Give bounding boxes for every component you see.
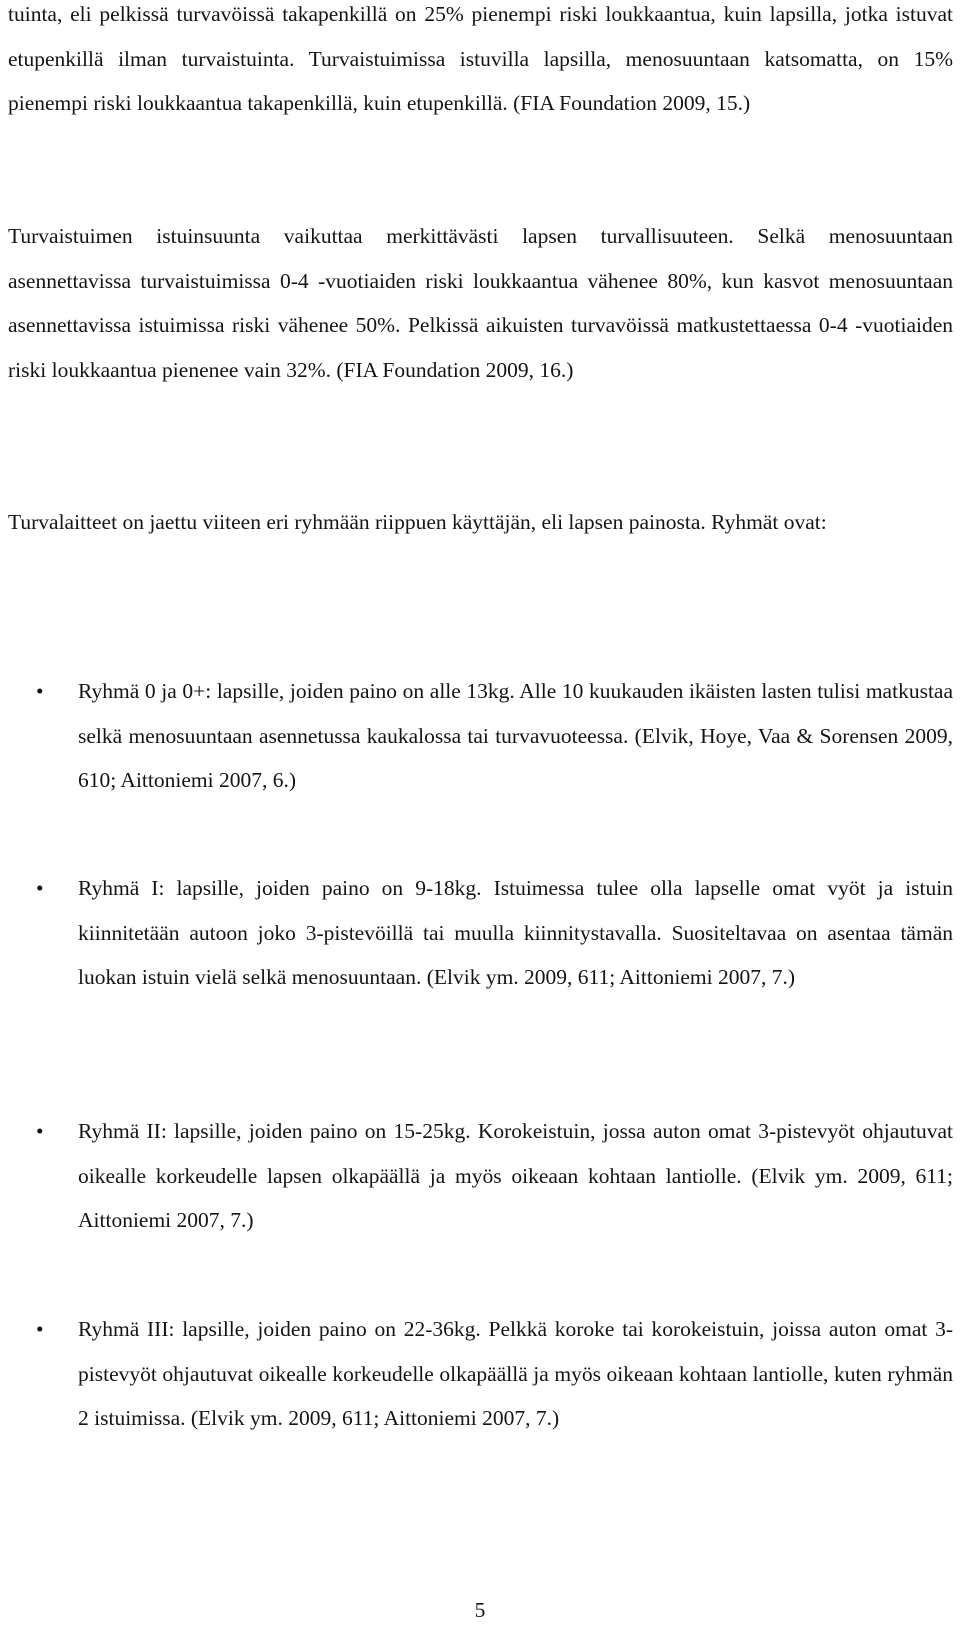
bullet-icon: •: [36, 1119, 44, 1143]
bullet-icon: •: [36, 679, 44, 703]
list-item-group-2: [8, 1109, 953, 1243]
bullet-icon: •: [36, 1317, 44, 1341]
list-item-text: Ryhmä I: lapsille, joiden paino on 9-18kg. Istuimessa tulee olla lapselle omat vyöt ja istuin kiinnitetään autoon joko 3-pistevöillä tai muulla kiinnitystavalla. Suositeltavaa on asentaa tämän luokan istuin vielä selkä menosuuntaan. (Elvik ym. 2009, 611; Aittoniemi 2007, 7.): [78, 876, 953, 989]
list-item-text: Ryhmä III: lapsille, joiden paino on 22-36kg. Pelkkä koroke tai korokeistuin, joissa auton omat 3-pistevyöt ohjautuvat oikealle korkeudelle olkapäällä ja myös oikeaan kohtaan lantiolle, kuten ryhmän 2 istuimissa. (Elvik ym. 2009, 611; Aittoniemi 2007, 7.): [78, 1317, 953, 1430]
list-item-text: Ryhmä II: lapsille, joiden paino on 15-25kg. Korokeistuin, jossa auton omat 3-pistevyöt ohjautuvat oikealle korkeudelle lapsen olkapäällä ja myös oikeaan kohtaan lantiolle. (Elvik ym. 2009, 611; Aittoniemi 2007, 7.): [78, 1119, 953, 1232]
paragraph-seat-position: tuinta, eli pelkissä turvavöissä takapenkillä on 25% pienempi riski loukkaantua, kuin lapsilla, jotka istuvat etupenkillä ilman turvaistuinta. Turvaistuimissa istuvilla lapsilla, menosuuntaan katsomatta, on 15% pienempi riski loukkaantua takapenkillä, kuin etupenkillä. (FIA Foundation 2009, 15.): [8, 2, 953, 115]
list-item-group-0: [8, 669, 953, 803]
list-item-text: Ryhmä 0 ja 0+: lapsille, joiden paino on alle 13kg. Alle 10 kuukauden ikäisten lasten tulisi matkustaa selkä menosuuntaan asennetussa kaukalossa tai turvavuoteessa. (Elvik, Hoye, Vaa & Sorensen 2009, 610; Aittoniemi 2007, 6.): [78, 679, 953, 792]
bullet-icon: •: [36, 876, 44, 900]
paragraph-groups-intro: Turvalaitteet on jaettu viiteen eri ryhmään riippuen käyttäjän, eli lapsen painosta. Ryhmät ovat:: [8, 510, 827, 534]
paragraph-seat-direction: Turvaistuimen istuinsuunta vaikuttaa merkittävästi lapsen turvallisuuteen. Selkä menosuuntaan asennettavissa turvaistuimissa 0-4 -vuotiaiden riski loukkaantua vähenee 80%, kun kasvot menosuuntaan asennettavissa istuimissa riski vähenee 50%. Pelkissä aikuisten turvavöissä matkustettaessa 0-4 -vuotiaiden riski loukkaantua pienenee vain 32%. (FIA Foundation 2009, 16.): [8, 224, 953, 382]
page-number: 5: [474, 1598, 486, 1622]
list-item-group-1: [8, 866, 953, 1000]
list-item-group-3: [8, 1307, 953, 1441]
